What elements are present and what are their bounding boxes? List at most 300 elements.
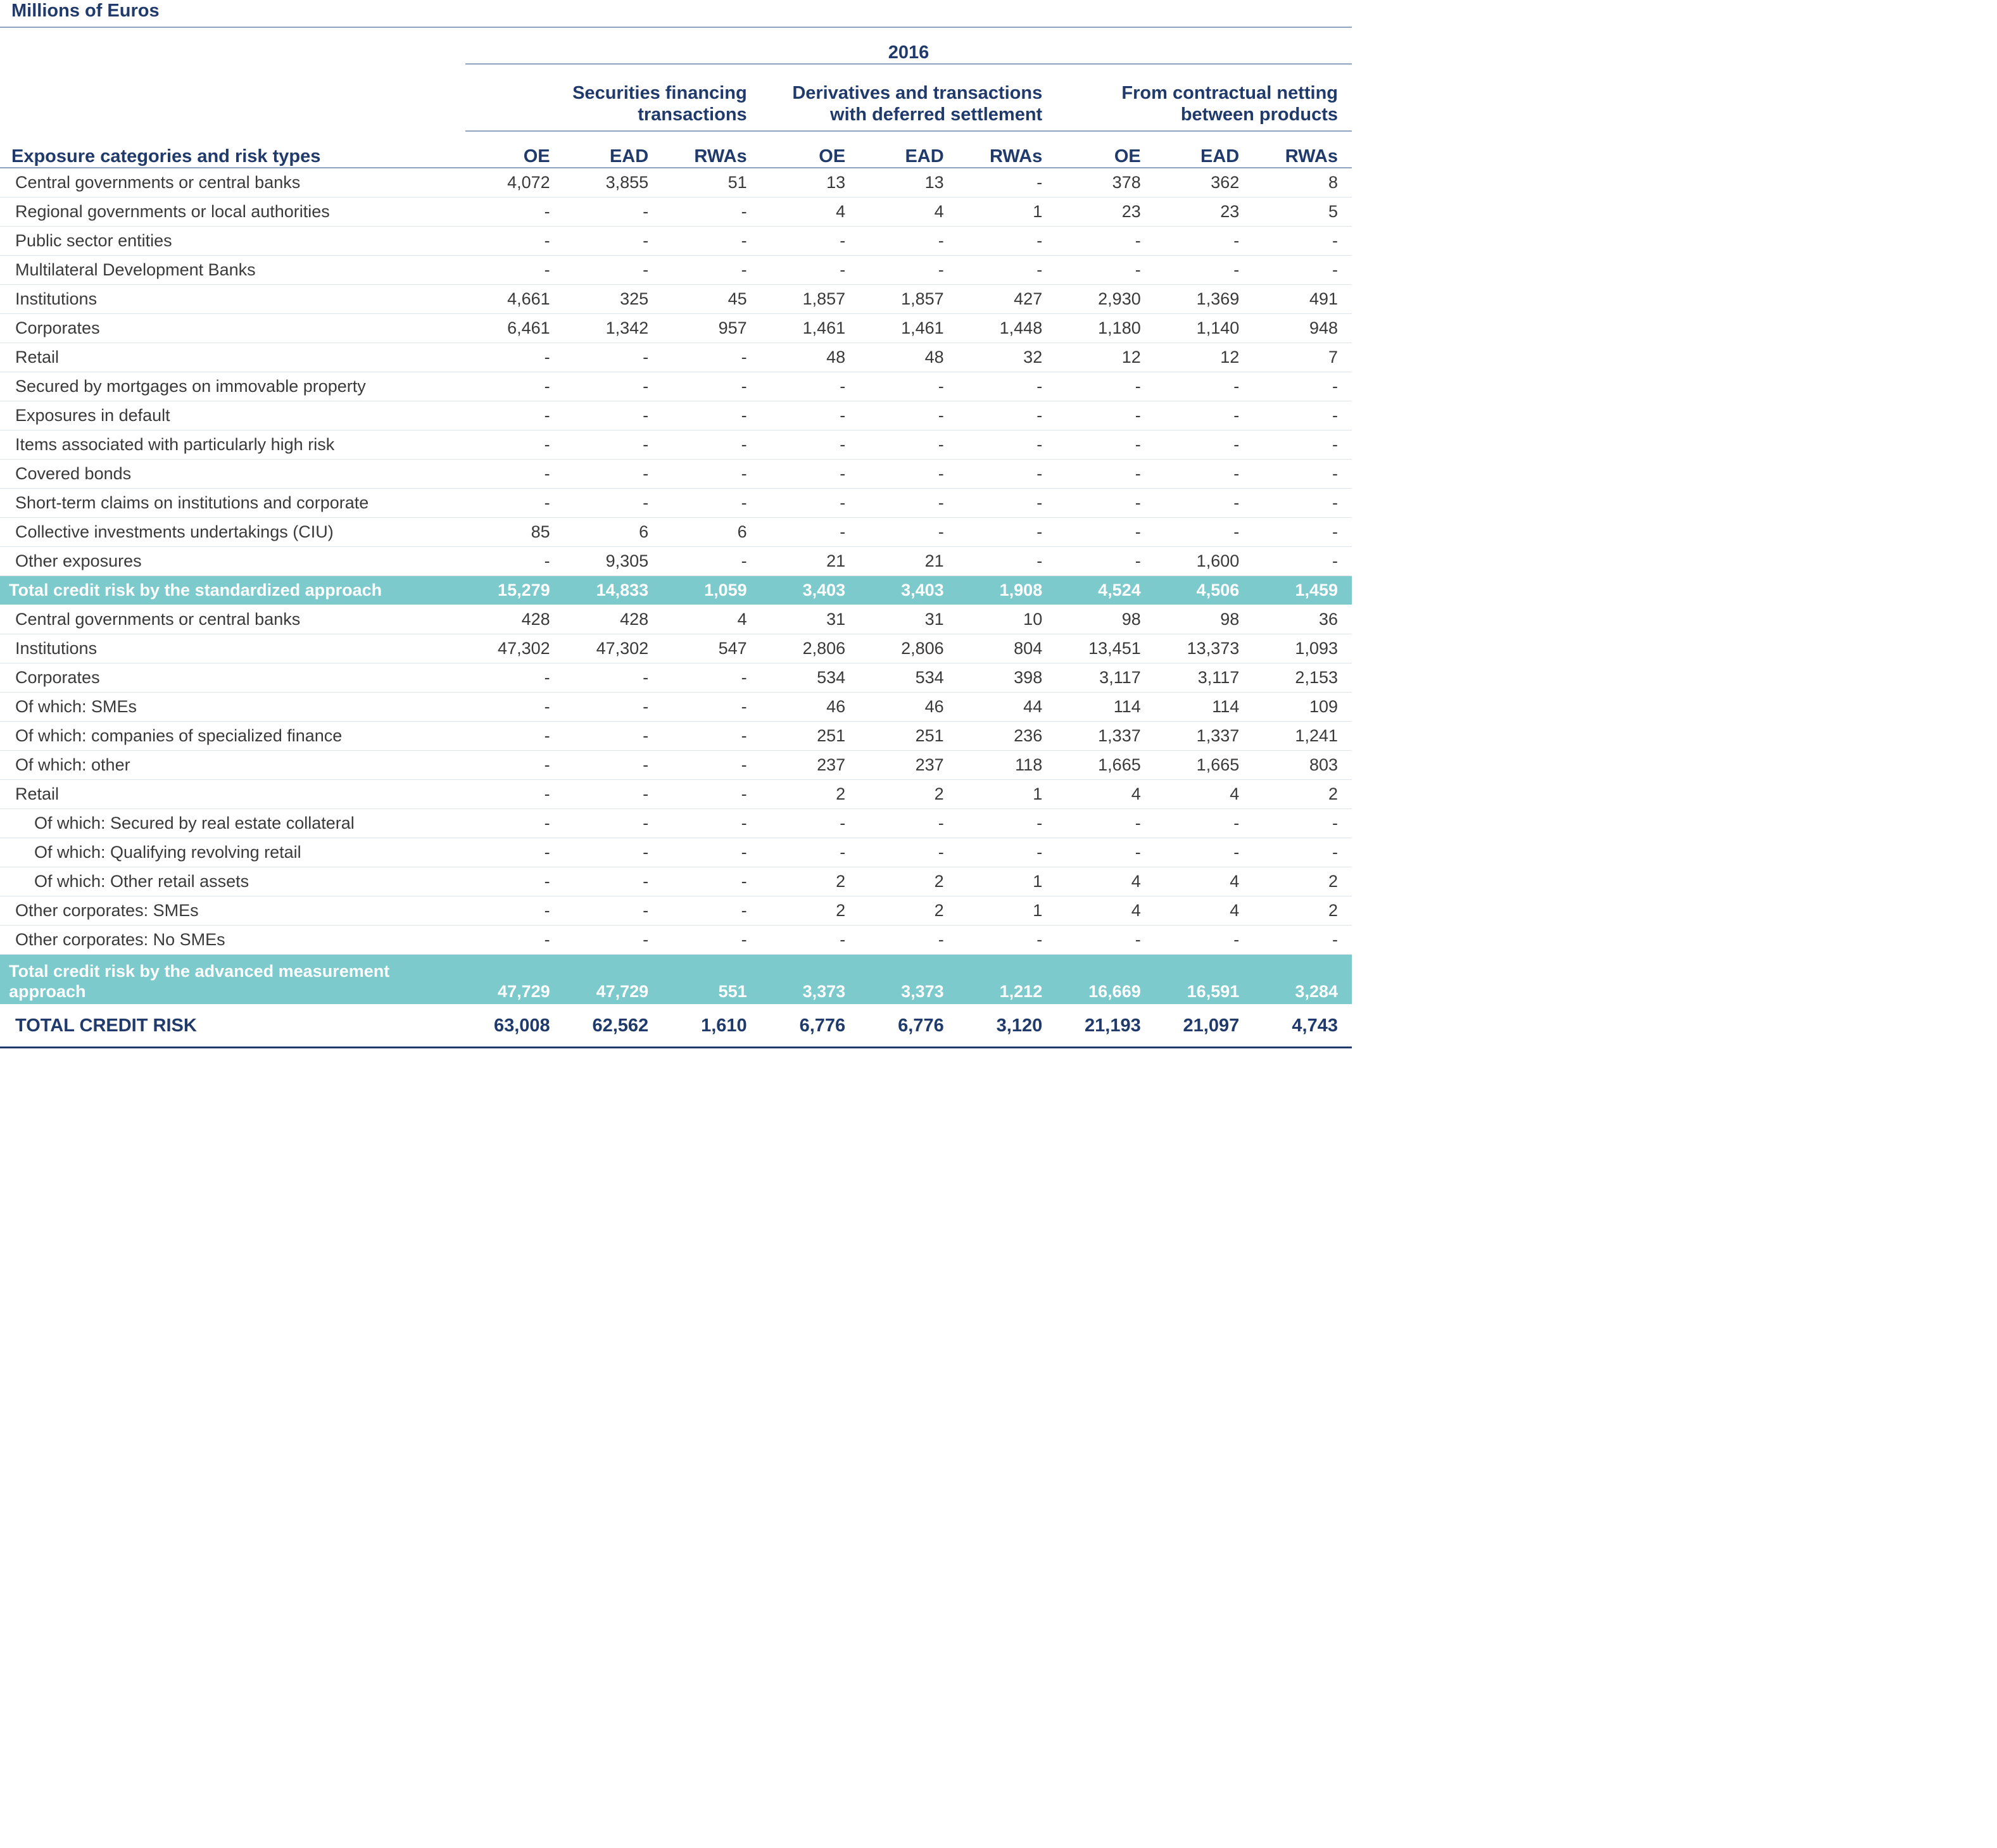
- value-cell: 4: [1056, 867, 1155, 896]
- value-cell: -: [761, 372, 860, 401]
- value-cell: 46: [761, 693, 860, 722]
- value-cell: -: [564, 343, 663, 372]
- value-cell: -: [859, 372, 958, 401]
- value-cell: 98: [1056, 605, 1155, 634]
- value-cell: -: [1253, 372, 1352, 401]
- value-cell: 47,302: [465, 634, 564, 663]
- row-label: Items associated with particularly high risk: [0, 431, 465, 460]
- value-cell: -: [1253, 489, 1352, 518]
- value-cell: 2,806: [859, 634, 958, 663]
- value-cell: 4,743: [1253, 1005, 1352, 1048]
- table-row: [0, 460, 1352, 489]
- group-header-line: with deferred settlement: [830, 104, 1043, 125]
- value-cell: 62,562: [564, 1005, 663, 1048]
- header-blank: [0, 64, 465, 131]
- value-cell: -: [662, 489, 761, 518]
- value-cell: -: [958, 460, 1057, 489]
- row-label: Of which: Other retail assets: [0, 867, 465, 896]
- column-header: OE: [465, 131, 564, 168]
- value-cell: 2: [761, 896, 860, 926]
- value-cell: -: [564, 431, 663, 460]
- row-label: Retail: [0, 343, 465, 372]
- value-cell: 427: [958, 285, 1057, 314]
- value-cell: -: [662, 780, 761, 809]
- value-cell: 6,776: [761, 1005, 860, 1048]
- value-cell: 1,461: [859, 314, 958, 343]
- value-cell: -: [564, 460, 663, 489]
- value-cell: 1,180: [1056, 314, 1155, 343]
- credit-risk-table-container: [0, 0, 1352, 1048]
- group-header-line: between products: [1180, 104, 1338, 125]
- value-cell: 4: [859, 198, 958, 227]
- value-cell: -: [859, 227, 958, 256]
- value-cell: -: [564, 867, 663, 896]
- value-cell: 957: [662, 314, 761, 343]
- value-cell: 21: [859, 547, 958, 576]
- value-cell: -: [1056, 518, 1155, 547]
- value-cell: 4,524: [1056, 576, 1155, 605]
- value-cell: 362: [1155, 168, 1254, 198]
- group-header-contractual-netting: [1056, 64, 1352, 131]
- value-cell: 398: [958, 663, 1057, 693]
- value-cell: -: [662, 256, 761, 285]
- value-cell: 13,373: [1155, 634, 1254, 663]
- value-cell: -: [859, 460, 958, 489]
- value-cell: 2: [761, 867, 860, 896]
- value-cell: -: [662, 838, 761, 867]
- value-cell: -: [761, 838, 860, 867]
- units-caption: Millions of Euros: [0, 0, 1352, 28]
- value-cell: -: [1056, 489, 1155, 518]
- value-cell: 428: [564, 605, 663, 634]
- column-header: OE: [1056, 131, 1155, 168]
- value-cell: 4,506: [1155, 576, 1254, 605]
- value-cell: 31: [761, 605, 860, 634]
- value-cell: 1,093: [1253, 634, 1352, 663]
- value-cell: -: [662, 751, 761, 780]
- value-cell: -: [1253, 227, 1352, 256]
- value-cell: -: [465, 867, 564, 896]
- value-cell: -: [761, 926, 860, 955]
- value-cell: -: [1155, 518, 1254, 547]
- value-cell: 13,451: [1056, 634, 1155, 663]
- table-row: [0, 518, 1352, 547]
- value-cell: -: [859, 431, 958, 460]
- value-cell: -: [859, 838, 958, 867]
- value-cell: -: [761, 227, 860, 256]
- value-cell: 1,337: [1155, 722, 1254, 751]
- value-cell: -: [761, 431, 860, 460]
- value-cell: -: [662, 372, 761, 401]
- value-cell: 1,600: [1155, 547, 1254, 576]
- value-cell: -: [958, 518, 1057, 547]
- column-header: EAD: [859, 131, 958, 168]
- value-cell: 14,833: [564, 576, 663, 605]
- value-cell: 47,729: [465, 955, 564, 1005]
- value-cell: 1,369: [1155, 285, 1254, 314]
- value-cell: -: [465, 722, 564, 751]
- value-cell: -: [1253, 431, 1352, 460]
- value-cell: -: [1155, 926, 1254, 955]
- value-cell: 32: [958, 343, 1057, 372]
- table-row: [0, 489, 1352, 518]
- value-cell: 21,097: [1155, 1005, 1254, 1048]
- value-cell: -: [958, 489, 1057, 518]
- table-row: [0, 256, 1352, 285]
- value-cell: 4: [1056, 896, 1155, 926]
- value-cell: 5: [1253, 198, 1352, 227]
- value-cell: 1,908: [958, 576, 1057, 605]
- value-cell: 1,448: [958, 314, 1057, 343]
- value-cell: 237: [859, 751, 958, 780]
- value-cell: -: [564, 809, 663, 838]
- value-cell: 21,193: [1056, 1005, 1155, 1048]
- table-row: [0, 314, 1352, 343]
- value-cell: -: [465, 780, 564, 809]
- value-cell: 2: [1253, 896, 1352, 926]
- value-cell: 1,337: [1056, 722, 1155, 751]
- value-cell: 114: [1056, 693, 1155, 722]
- value-cell: 1,342: [564, 314, 663, 343]
- value-cell: -: [1155, 838, 1254, 867]
- value-cell: -: [761, 489, 860, 518]
- value-cell: -: [564, 722, 663, 751]
- value-cell: 1,241: [1253, 722, 1352, 751]
- value-cell: -: [761, 460, 860, 489]
- value-cell: -: [564, 663, 663, 693]
- value-cell: -: [465, 372, 564, 401]
- value-cell: -: [958, 431, 1057, 460]
- value-cell: 13: [859, 168, 958, 198]
- row-label: TOTAL CREDIT RISK: [0, 1005, 465, 1048]
- value-cell: -: [1056, 460, 1155, 489]
- value-cell: 378: [1056, 168, 1155, 198]
- value-cell: 3,403: [761, 576, 860, 605]
- value-cell: 1,459: [1253, 576, 1352, 605]
- value-cell: 1,665: [1056, 751, 1155, 780]
- value-cell: -: [1155, 256, 1254, 285]
- column-header: EAD: [564, 131, 663, 168]
- value-cell: -: [465, 198, 564, 227]
- value-cell: 1: [958, 867, 1057, 896]
- value-cell: -: [1056, 372, 1155, 401]
- value-cell: -: [465, 547, 564, 576]
- value-cell: 6: [662, 518, 761, 547]
- value-cell: -: [465, 926, 564, 955]
- value-cell: 3,373: [859, 955, 958, 1005]
- value-cell: 1: [958, 198, 1057, 227]
- header-year-row: [0, 28, 1352, 64]
- header-column-row: [0, 131, 1352, 168]
- value-cell: -: [1155, 431, 1254, 460]
- value-cell: 4: [1155, 867, 1254, 896]
- value-cell: -: [1155, 372, 1254, 401]
- value-cell: 428: [465, 605, 564, 634]
- value-cell: -: [465, 343, 564, 372]
- value-cell: 2: [1253, 867, 1352, 896]
- table-row: [0, 693, 1352, 722]
- value-cell: -: [1056, 809, 1155, 838]
- table-row: [0, 343, 1352, 372]
- value-cell: 15,279: [465, 576, 564, 605]
- table-row: [0, 838, 1352, 867]
- group-header-line: transactions: [638, 104, 747, 125]
- value-cell: 85: [465, 518, 564, 547]
- column-header: EAD: [1155, 131, 1254, 168]
- value-cell: 9,305: [564, 547, 663, 576]
- value-cell: -: [662, 867, 761, 896]
- value-cell: 2,153: [1253, 663, 1352, 693]
- column-header: RWAs: [1253, 131, 1352, 168]
- value-cell: 23: [1155, 198, 1254, 227]
- value-cell: 1,857: [859, 285, 958, 314]
- value-cell: 3,403: [859, 576, 958, 605]
- group-header-line: Derivatives and transactions: [792, 83, 1043, 103]
- table-row: [0, 372, 1352, 401]
- value-cell: 2,806: [761, 634, 860, 663]
- group-header-derivatives: [761, 64, 1057, 131]
- row-label: Central governments or central banks: [0, 168, 465, 198]
- value-cell: 534: [761, 663, 860, 693]
- value-cell: 325: [564, 285, 663, 314]
- value-cell: 4,072: [465, 168, 564, 198]
- value-cell: 3,120: [958, 1005, 1057, 1048]
- value-cell: -: [564, 401, 663, 431]
- value-cell: 8: [1253, 168, 1352, 198]
- column-header: RWAs: [958, 131, 1057, 168]
- value-cell: -: [1056, 431, 1155, 460]
- value-cell: 118: [958, 751, 1057, 780]
- value-cell: -: [465, 256, 564, 285]
- row-label: Other corporates: No SMEs: [0, 926, 465, 955]
- label-column-header: Exposure categories and risk types: [0, 131, 465, 168]
- value-cell: -: [761, 518, 860, 547]
- value-cell: 46: [859, 693, 958, 722]
- value-cell: -: [465, 896, 564, 926]
- value-cell: 48: [761, 343, 860, 372]
- value-cell: -: [465, 460, 564, 489]
- value-cell: 547: [662, 634, 761, 663]
- value-cell: 45: [662, 285, 761, 314]
- value-cell: -: [1155, 460, 1254, 489]
- value-cell: -: [1155, 809, 1254, 838]
- value-cell: 1: [958, 780, 1057, 809]
- value-cell: 251: [859, 722, 958, 751]
- value-cell: 803: [1253, 751, 1352, 780]
- row-label: Short-term claims on institutions and corporate: [0, 489, 465, 518]
- year-header: 2016: [465, 28, 1352, 64]
- subtotal-row: [0, 576, 1352, 605]
- value-cell: -: [761, 401, 860, 431]
- table-row: [0, 867, 1352, 896]
- value-cell: 23: [1056, 198, 1155, 227]
- value-cell: -: [662, 198, 761, 227]
- table-row: [0, 168, 1352, 198]
- value-cell: -: [564, 372, 663, 401]
- row-label: Exposures in default: [0, 401, 465, 431]
- table-row: [0, 722, 1352, 751]
- value-cell: 4,661: [465, 285, 564, 314]
- value-cell: -: [1056, 227, 1155, 256]
- value-cell: 1,140: [1155, 314, 1254, 343]
- table-row: [0, 227, 1352, 256]
- value-cell: -: [1056, 838, 1155, 867]
- value-cell: 3,284: [1253, 955, 1352, 1005]
- value-cell: 236: [958, 722, 1057, 751]
- value-cell: 51: [662, 168, 761, 198]
- value-cell: 2: [859, 780, 958, 809]
- value-cell: -: [564, 693, 663, 722]
- row-label: Of which: companies of specialized finance: [0, 722, 465, 751]
- value-cell: -: [859, 809, 958, 838]
- value-cell: -: [958, 256, 1057, 285]
- value-cell: -: [662, 926, 761, 955]
- group-header-line: Securities financing: [572, 83, 747, 103]
- value-cell: -: [662, 896, 761, 926]
- value-cell: -: [662, 431, 761, 460]
- value-cell: -: [761, 256, 860, 285]
- value-cell: -: [662, 227, 761, 256]
- value-cell: 6: [564, 518, 663, 547]
- value-cell: -: [1253, 547, 1352, 576]
- value-cell: -: [662, 460, 761, 489]
- value-cell: 4: [1155, 896, 1254, 926]
- row-label: Of which: other: [0, 751, 465, 780]
- value-cell: 12: [1056, 343, 1155, 372]
- row-label: Of which: Qualifying revolving retail: [0, 838, 465, 867]
- row-label: Collective investments undertakings (CIU): [0, 518, 465, 547]
- table-row: [0, 401, 1352, 431]
- column-header: RWAs: [662, 131, 761, 168]
- credit-risk-table: [0, 28, 1352, 1048]
- value-cell: -: [465, 431, 564, 460]
- value-cell: -: [859, 256, 958, 285]
- value-cell: -: [564, 227, 663, 256]
- table-row: [0, 605, 1352, 634]
- value-cell: -: [465, 838, 564, 867]
- value-cell: 948: [1253, 314, 1352, 343]
- value-cell: -: [1253, 926, 1352, 955]
- value-cell: -: [662, 547, 761, 576]
- value-cell: -: [662, 722, 761, 751]
- value-cell: -: [662, 809, 761, 838]
- value-cell: 47,729: [564, 955, 663, 1005]
- value-cell: -: [564, 780, 663, 809]
- row-label: Central governments or central banks: [0, 605, 465, 634]
- value-cell: -: [465, 693, 564, 722]
- value-cell: 31: [859, 605, 958, 634]
- table-row: [0, 285, 1352, 314]
- value-cell: 114: [1155, 693, 1254, 722]
- value-cell: 3,855: [564, 168, 663, 198]
- table-row: [0, 663, 1352, 693]
- value-cell: 4: [1056, 780, 1155, 809]
- group-header-line: From contractual netting: [1121, 83, 1338, 103]
- subtotal-row: [0, 955, 1352, 1005]
- value-cell: 4: [1155, 780, 1254, 809]
- row-label: Covered bonds: [0, 460, 465, 489]
- value-cell: -: [859, 401, 958, 431]
- row-label: Secured by mortgages on immovable property: [0, 372, 465, 401]
- row-label: Multilateral Development Banks: [0, 256, 465, 285]
- value-cell: 63,008: [465, 1005, 564, 1048]
- group-header-securities-financing: [465, 64, 761, 131]
- value-cell: -: [662, 693, 761, 722]
- value-cell: -: [1056, 256, 1155, 285]
- value-cell: -: [761, 809, 860, 838]
- value-cell: 12: [1155, 343, 1254, 372]
- value-cell: -: [465, 751, 564, 780]
- value-cell: 16,669: [1056, 955, 1155, 1005]
- value-cell: 6,776: [859, 1005, 958, 1048]
- value-cell: -: [564, 489, 663, 518]
- header-blank: [0, 28, 465, 64]
- value-cell: -: [958, 227, 1057, 256]
- value-cell: 44: [958, 693, 1057, 722]
- value-cell: -: [958, 168, 1057, 198]
- value-cell: -: [958, 809, 1057, 838]
- value-cell: -: [1155, 227, 1254, 256]
- value-cell: 491: [1253, 285, 1352, 314]
- value-cell: 109: [1253, 693, 1352, 722]
- row-label: Corporates: [0, 663, 465, 693]
- value-cell: -: [1155, 489, 1254, 518]
- value-cell: -: [465, 489, 564, 518]
- value-cell: -: [564, 838, 663, 867]
- value-cell: -: [1253, 460, 1352, 489]
- row-label: Of which: Secured by real estate collateral: [0, 809, 465, 838]
- value-cell: 1,665: [1155, 751, 1254, 780]
- row-label: Institutions: [0, 285, 465, 314]
- value-cell: 1,610: [662, 1005, 761, 1048]
- value-cell: -: [958, 547, 1057, 576]
- table-row: [0, 198, 1352, 227]
- row-label: Institutions: [0, 634, 465, 663]
- value-cell: -: [859, 489, 958, 518]
- value-cell: 16,591: [1155, 955, 1254, 1005]
- value-cell: 2: [859, 867, 958, 896]
- value-cell: 1,059: [662, 576, 761, 605]
- table-body: [0, 168, 1352, 1048]
- value-cell: 10: [958, 605, 1057, 634]
- table-row: [0, 431, 1352, 460]
- value-cell: -: [465, 401, 564, 431]
- value-cell: -: [662, 663, 761, 693]
- header-group-row: [0, 64, 1352, 131]
- value-cell: 21: [761, 547, 860, 576]
- value-cell: 3,373: [761, 955, 860, 1005]
- value-cell: -: [662, 401, 761, 431]
- value-cell: 2,930: [1056, 285, 1155, 314]
- value-cell: 551: [662, 955, 761, 1005]
- value-cell: -: [1253, 256, 1352, 285]
- value-cell: 47,302: [564, 634, 663, 663]
- value-cell: -: [662, 343, 761, 372]
- value-cell: -: [958, 926, 1057, 955]
- value-cell: 13: [761, 168, 860, 198]
- value-cell: -: [1253, 838, 1352, 867]
- value-cell: -: [1253, 518, 1352, 547]
- value-cell: 48: [859, 343, 958, 372]
- table-row: [0, 634, 1352, 663]
- value-cell: -: [465, 809, 564, 838]
- value-cell: 98: [1155, 605, 1254, 634]
- value-cell: 804: [958, 634, 1057, 663]
- table-row: [0, 751, 1352, 780]
- value-cell: 36: [1253, 605, 1352, 634]
- value-cell: 1,212: [958, 955, 1057, 1005]
- value-cell: 4: [761, 198, 860, 227]
